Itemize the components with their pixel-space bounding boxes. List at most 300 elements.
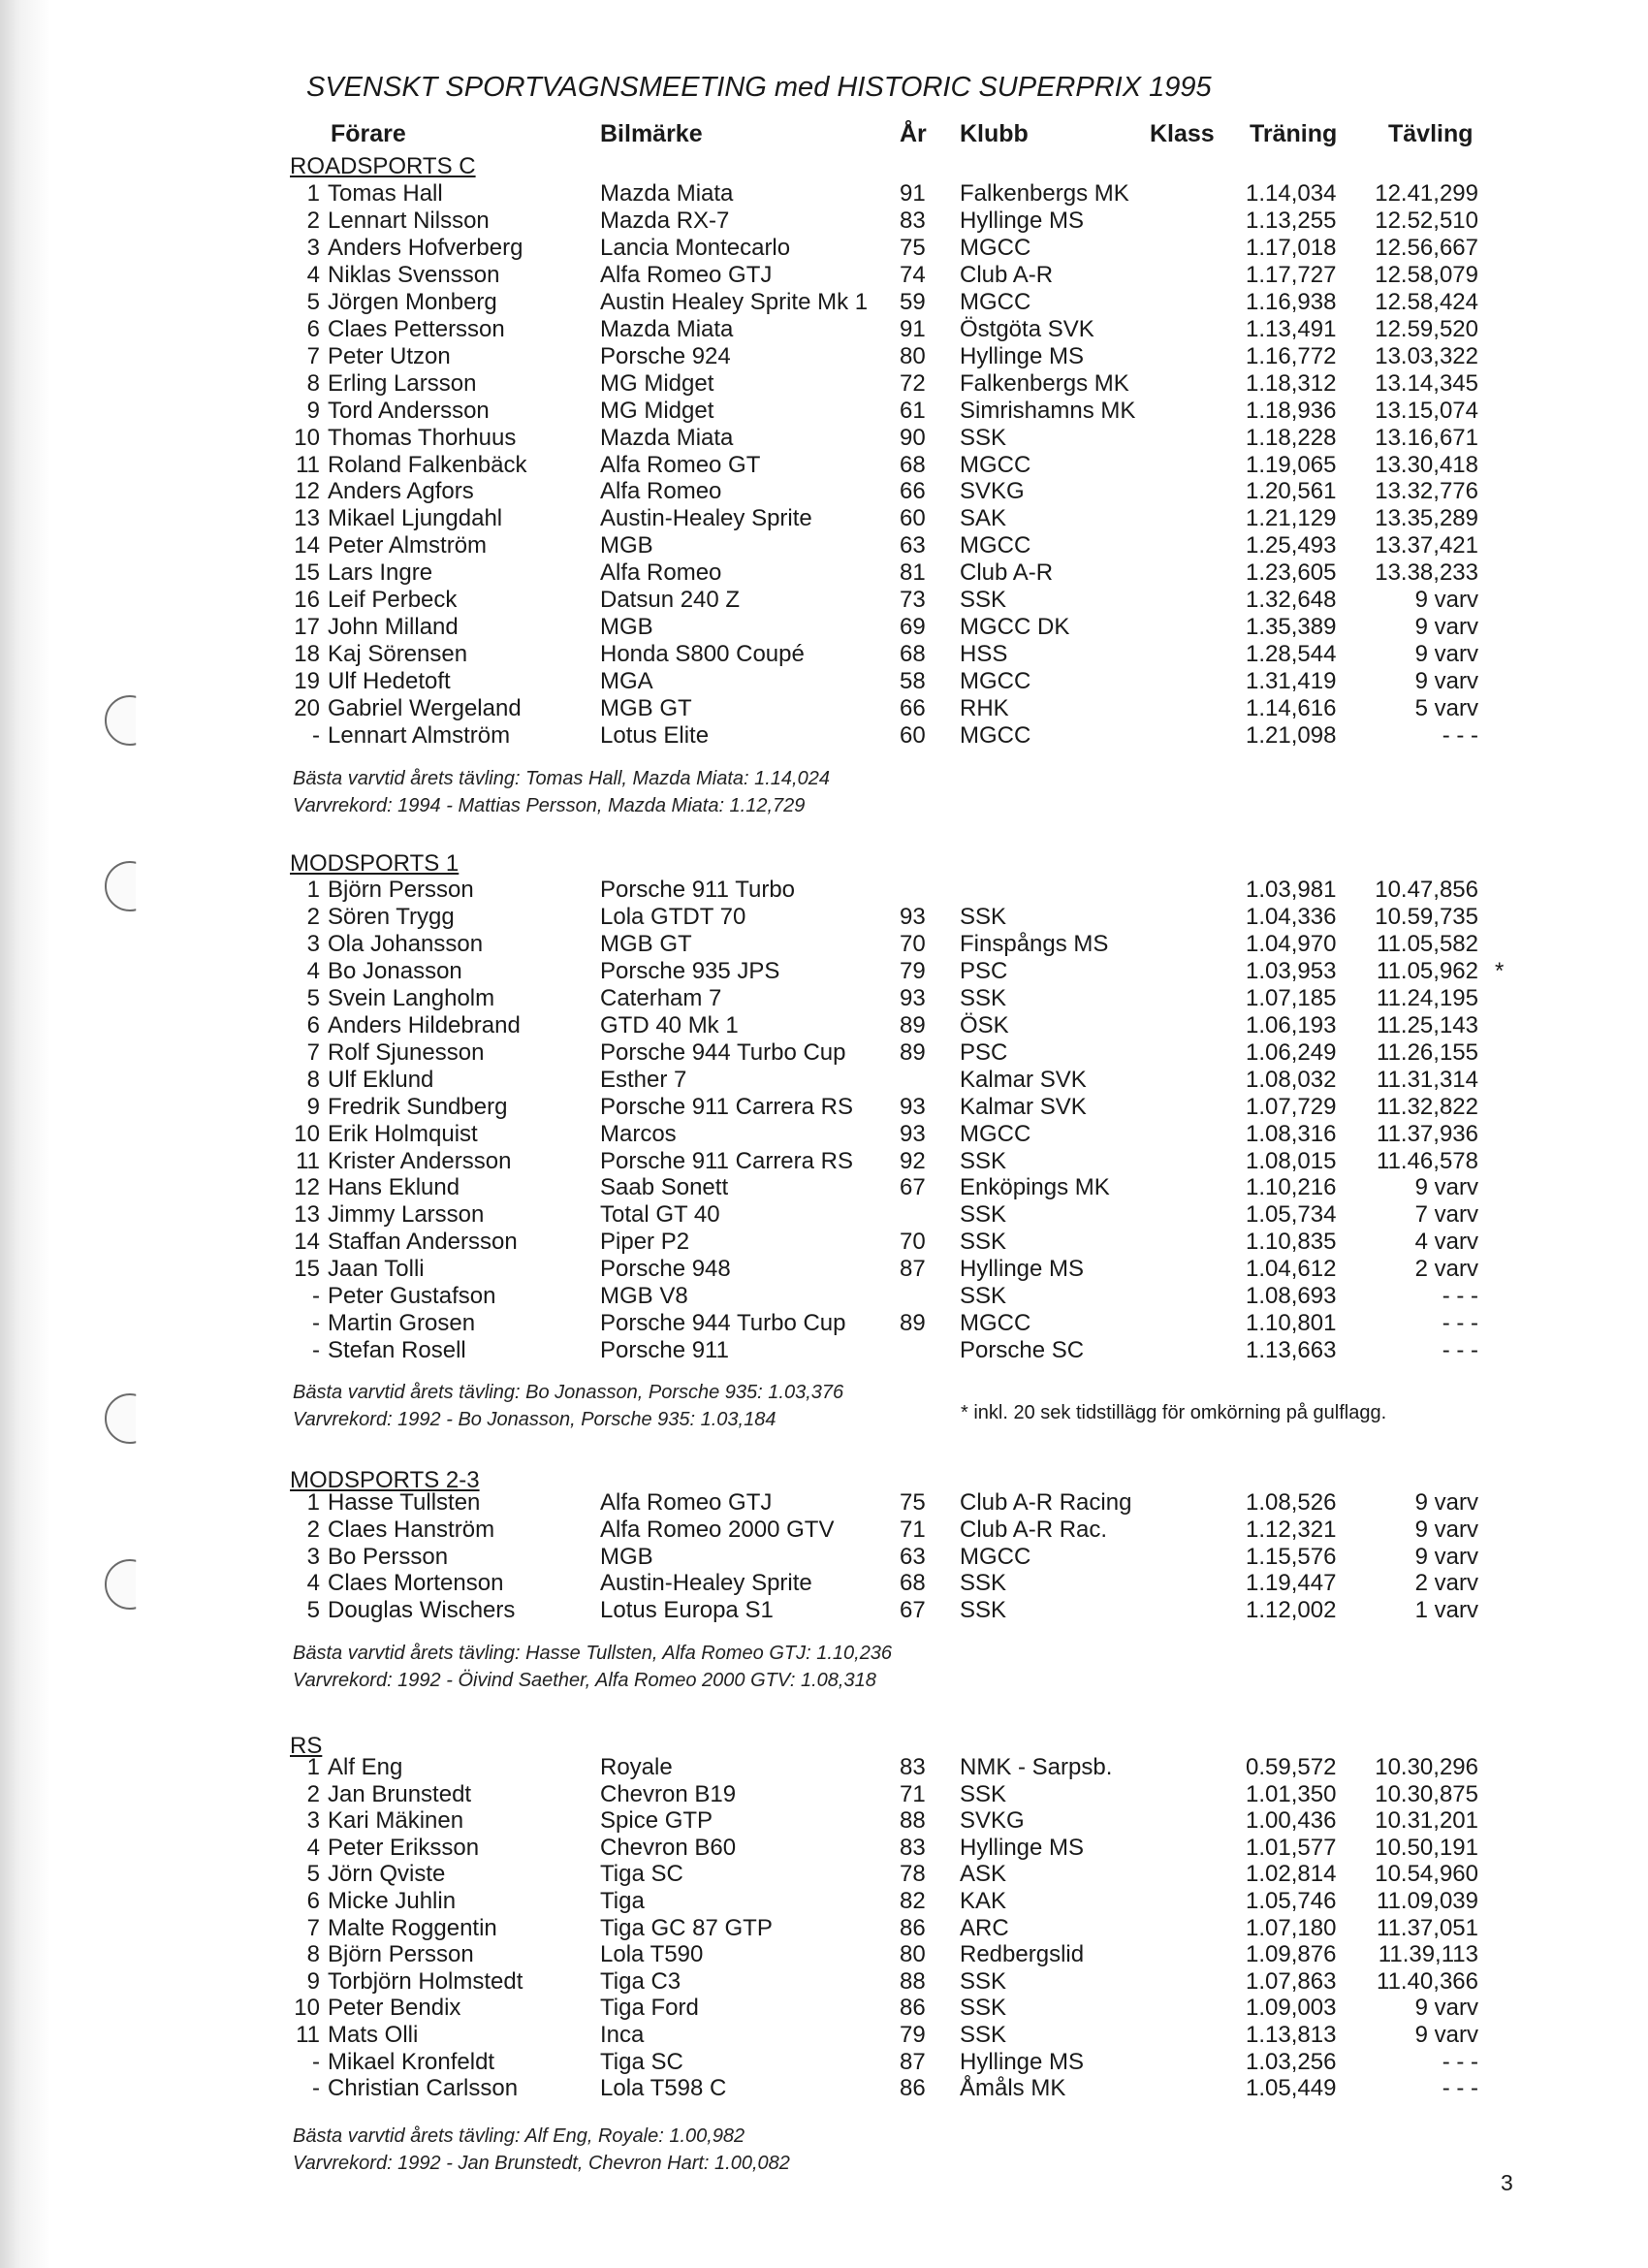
table-row xyxy=(0,587,1648,614)
cell-race: 13.35,289 xyxy=(1375,505,1478,531)
cell-training: 1.04,970 xyxy=(1246,931,1337,957)
cell-year: 92 xyxy=(900,1148,926,1174)
cell-pos: - xyxy=(312,1283,320,1309)
cell-driver: Bo Jonasson xyxy=(328,958,462,984)
cell-pos: 10 xyxy=(294,425,320,451)
cell-race: 10.50,191 xyxy=(1375,1835,1478,1861)
cell-driver: Alf Eng xyxy=(328,1754,403,1780)
cell-training: 1.14,034 xyxy=(1246,180,1337,207)
table-row xyxy=(0,722,1648,750)
cell-training: 1.17,727 xyxy=(1246,262,1337,288)
cell-club: Porsche SC xyxy=(960,1337,1085,1363)
cell-race: 11.09,039 xyxy=(1377,1888,1478,1914)
cell-training: 1.07,729 xyxy=(1246,1094,1337,1120)
table-row xyxy=(0,235,1648,262)
header-training: Träning xyxy=(1250,120,1338,147)
cell-training: 1.12,321 xyxy=(1246,1517,1337,1543)
table-row xyxy=(0,289,1648,316)
table-row xyxy=(0,370,1648,398)
cell-pos: 9 xyxy=(306,398,320,424)
cell-car: Piper P2 xyxy=(600,1229,690,1255)
cell-driver: Staffan Andersson xyxy=(328,1229,518,1255)
header-driver: Förare xyxy=(331,120,406,147)
lap-record-note: Varvrekord: 1992 - Bo Jonasson, Porsche 935: 1.03,184 xyxy=(293,1409,776,1430)
cell-year: 93 xyxy=(900,904,926,930)
header-class: Klass xyxy=(1150,120,1215,147)
cell-club: SSK xyxy=(960,1201,1007,1228)
cell-car: Porsche 911 Carrera RS xyxy=(600,1148,853,1174)
cell-race: 11.46,578 xyxy=(1377,1148,1478,1174)
cell-year: 73 xyxy=(900,587,926,613)
cell-driver: Peter Eriksson xyxy=(328,1835,480,1861)
cell-training: 1.04,612 xyxy=(1246,1256,1337,1282)
lap-record-note: Varvrekord: 1992 - Jan Brunstedt, Chevron Hart: 1.00,082 xyxy=(293,2153,790,2174)
cell-car: Porsche 924 xyxy=(600,343,731,369)
cell-car: Alfa Romeo GTJ xyxy=(600,1489,773,1516)
cell-pos: 5 xyxy=(306,985,320,1011)
cell-year: 88 xyxy=(900,1968,926,1995)
cell-driver: Hans Eklund xyxy=(328,1174,460,1200)
cell-training: 1.00,436 xyxy=(1246,1807,1337,1834)
cell-club: SVKG xyxy=(960,478,1025,504)
cell-training: 1.17,018 xyxy=(1246,235,1337,261)
cell-driver: Lars Ingre xyxy=(328,559,433,586)
best-lap-note: Bästa varvtid årets tävling: Alf Eng, Royale: 1.00,982 xyxy=(293,2125,745,2147)
cell-year: 66 xyxy=(900,478,926,504)
cell-club: SSK xyxy=(960,1597,1007,1623)
cell-car: Mazda RX-7 xyxy=(600,208,730,234)
cell-training: 1.10,801 xyxy=(1246,1310,1337,1336)
cell-club: PSC xyxy=(960,1039,1008,1066)
cell-race: 9 varv xyxy=(1414,587,1478,613)
cell-training: 1.06,193 xyxy=(1246,1012,1337,1038)
table-row xyxy=(0,1807,1648,1835)
cell-driver: Ulf Eklund xyxy=(328,1067,434,1093)
cell-race: 10.59,735 xyxy=(1375,904,1478,930)
page-number: 3 xyxy=(1501,2170,1513,2195)
cell-club: SSK xyxy=(960,1968,1007,1995)
cell-club: MGCC xyxy=(960,532,1031,559)
cell-club: SSK xyxy=(960,1570,1007,1596)
cell-year: 86 xyxy=(900,1915,926,1941)
lap-record-note: Varvrekord: 1994 - Mattias Persson, Mazda Miata: 1.12,729 xyxy=(293,795,806,816)
cell-club: SSK xyxy=(960,1148,1007,1174)
cell-club: Falkenbergs MK xyxy=(960,370,1129,397)
cell-training: 1.25,493 xyxy=(1246,532,1337,559)
table-row xyxy=(0,1229,1648,1256)
cell-race: 9 varv xyxy=(1414,1517,1478,1543)
cell-pos: 6 xyxy=(306,1012,320,1038)
cell-training: 1.03,256 xyxy=(1246,2049,1337,2075)
cell-club: NMK - Sarpsb. xyxy=(960,1754,1113,1780)
cell-year: 91 xyxy=(900,180,926,207)
cell-pos: 3 xyxy=(306,1544,320,1570)
cell-race: 9 varv xyxy=(1414,668,1478,694)
cell-club: Östgöta SVK xyxy=(960,316,1094,342)
cell-race: 10.31,201 xyxy=(1375,1807,1478,1834)
cell-car: Caterham 7 xyxy=(600,985,722,1011)
cell-car: MGA xyxy=(600,668,653,694)
table-row xyxy=(0,425,1648,452)
cell-training: 1.08,526 xyxy=(1246,1489,1337,1516)
cell-driver: Anders Agfors xyxy=(328,478,474,504)
cell-race: 13.16,671 xyxy=(1375,425,1478,451)
cell-driver: Hasse Tullsten xyxy=(328,1489,481,1516)
cell-year: 70 xyxy=(900,931,926,957)
cell-year: 59 xyxy=(900,289,926,315)
cell-race: - - - xyxy=(1442,2049,1478,2075)
cell-pos: 14 xyxy=(294,1229,320,1255)
cell-training: 1.14,616 xyxy=(1246,695,1337,721)
table-row xyxy=(0,262,1648,289)
cell-training: 1.07,180 xyxy=(1246,1915,1337,1941)
cell-car: Spice GTP xyxy=(600,1807,713,1834)
table-row xyxy=(0,695,1648,722)
cell-club: SSK xyxy=(960,587,1007,613)
cell-training: 1.13,491 xyxy=(1246,316,1337,342)
cell-race: 11.39,113 xyxy=(1378,1941,1478,1967)
cell-pos: 6 xyxy=(306,1888,320,1914)
table-row xyxy=(0,2075,1648,2102)
table-row xyxy=(0,452,1648,479)
cell-pos: 20 xyxy=(294,695,320,721)
cell-year: 71 xyxy=(900,1781,926,1807)
cell-pos: 9 xyxy=(306,1968,320,1995)
cell-club: Enköpings MK xyxy=(960,1174,1110,1200)
cell-race: 13.37,421 xyxy=(1375,532,1478,559)
cell-driver: Malte Roggentin xyxy=(328,1915,497,1941)
cell-pos: 2 xyxy=(306,1517,320,1543)
cell-driver: Peter Bendix xyxy=(328,1995,461,2021)
cell-driver: Erling Larsson xyxy=(328,370,477,397)
cell-training: 1.32,648 xyxy=(1246,587,1337,613)
table-row xyxy=(0,1754,1648,1781)
table-row xyxy=(0,1094,1648,1121)
cell-club: SSK xyxy=(960,1995,1007,2021)
cell-training: 1.13,663 xyxy=(1246,1337,1337,1363)
cell-training: 1.13,813 xyxy=(1246,2022,1337,2048)
cell-pos: 19 xyxy=(294,668,320,694)
cell-car: Lotus Europa S1 xyxy=(600,1597,774,1623)
table-row xyxy=(0,180,1648,208)
cell-race: 12.58,079 xyxy=(1375,262,1478,288)
cell-club: Falkenbergs MK xyxy=(960,180,1129,207)
cell-club: MGCC xyxy=(960,1121,1031,1147)
cell-race: - - - xyxy=(1442,2075,1478,2101)
cell-pos: - xyxy=(312,2075,320,2101)
cell-driver: Fredrik Sundberg xyxy=(328,1094,508,1120)
cell-race: 12.52,510 xyxy=(1375,208,1478,234)
punch-hole xyxy=(105,1393,155,1444)
cell-club: SSK xyxy=(960,1229,1007,1255)
cell-club: Simrishamns MK xyxy=(960,398,1136,424)
cell-driver: Sören Trygg xyxy=(328,904,455,930)
table-row xyxy=(0,1941,1648,1968)
cell-pos: 3 xyxy=(306,235,320,261)
cell-car: Datsun 240 Z xyxy=(600,587,741,613)
cell-club: RHK xyxy=(960,695,1009,721)
cell-club: MGCC xyxy=(960,1310,1031,1336)
cell-year: 86 xyxy=(900,2075,926,2101)
cell-race: 5 varv xyxy=(1414,695,1478,721)
cell-race: 12.41,299 xyxy=(1375,180,1478,207)
cell-year: 67 xyxy=(900,1597,926,1623)
cell-race: 11.40,366 xyxy=(1377,1968,1478,1995)
cell-race: - - - xyxy=(1442,1283,1478,1309)
cell-race: 11.32,822 xyxy=(1377,1094,1478,1120)
cell-race: 10.47,856 xyxy=(1375,877,1478,903)
cell-race: 9 varv xyxy=(1414,1489,1478,1516)
cell-car: Chevron B19 xyxy=(600,1781,737,1807)
cell-race: 13.15,074 xyxy=(1375,398,1478,424)
cell-car: Lola GTDT 70 xyxy=(600,904,746,930)
table-row xyxy=(0,1968,1648,1996)
cell-training: 1.10,216 xyxy=(1246,1174,1337,1200)
cell-pos: 11 xyxy=(296,1148,320,1174)
cell-club: Club A-R Rac. xyxy=(960,1517,1108,1543)
cell-driver: Roland Falkenbäck xyxy=(328,452,527,478)
cell-driver: Kaj Sörensen xyxy=(328,641,468,667)
cell-pos: 4 xyxy=(306,262,320,288)
cell-pos: 2 xyxy=(306,904,320,930)
cell-club: MGCC DK xyxy=(960,614,1070,640)
cell-club: SSK xyxy=(960,904,1007,930)
cell-pos: 2 xyxy=(306,208,320,234)
cell-year: 87 xyxy=(900,1256,926,1282)
cell-driver: Thomas Thorhuus xyxy=(328,425,517,451)
table-row xyxy=(0,398,1648,425)
cell-car: Lola T598 C xyxy=(600,2075,727,2101)
cell-driver: Niklas Svensson xyxy=(328,262,500,288)
cell-driver: Leif Perbeck xyxy=(328,587,458,613)
cell-driver: Anders Hildebrand xyxy=(328,1012,521,1038)
cell-race: 7 varv xyxy=(1414,1201,1478,1228)
cell-training: 1.02,814 xyxy=(1246,1861,1337,1887)
cell-pos: 7 xyxy=(306,1039,320,1066)
cell-race: - - - xyxy=(1442,722,1478,749)
cell-race: 9 varv xyxy=(1414,1174,1478,1200)
cell-car: Austin Healey Sprite Mk 1 xyxy=(600,289,869,315)
cell-year: 66 xyxy=(900,695,926,721)
cell-year: 81 xyxy=(900,559,926,586)
cell-car: Austin-Healey Sprite xyxy=(600,505,812,531)
cell-pos: 4 xyxy=(306,1570,320,1596)
cell-driver: Lennart Almström xyxy=(328,722,511,749)
cell-club: ÖSK xyxy=(960,1012,1009,1038)
cell-training: 1.23,605 xyxy=(1246,559,1337,586)
cell-training: 1.12,002 xyxy=(1246,1597,1337,1623)
cell-year: 60 xyxy=(900,722,926,749)
cell-training: 0.59,572 xyxy=(1246,1754,1337,1780)
cell-car: Porsche 911 xyxy=(600,1337,729,1363)
table-row xyxy=(0,478,1648,505)
cell-car: Lancia Montecarlo xyxy=(600,235,791,261)
cell-car: Mazda Miata xyxy=(600,180,734,207)
cell-year: 90 xyxy=(900,425,926,451)
cell-training: 1.05,449 xyxy=(1246,2075,1337,2101)
cell-car: MGB V8 xyxy=(600,1283,688,1309)
cell-driver: Peter Almström xyxy=(328,532,488,559)
cell-driver: Micke Juhlin xyxy=(328,1888,457,1914)
cell-pos: 16 xyxy=(294,587,320,613)
cell-race: 13.03,322 xyxy=(1375,343,1478,369)
cell-club: Redbergslid xyxy=(960,1941,1085,1967)
cell-year: 83 xyxy=(900,1835,926,1861)
cell-club: SSK xyxy=(960,1283,1007,1309)
cell-training: 1.08,015 xyxy=(1246,1148,1337,1174)
cell-car: Porsche 944 Turbo Cup xyxy=(600,1310,846,1336)
cell-race: 11.26,155 xyxy=(1377,1039,1478,1066)
cell-driver: Ola Johansson xyxy=(328,931,484,957)
cell-race: 13.30,418 xyxy=(1375,452,1478,478)
cell-pos: 7 xyxy=(306,1915,320,1941)
cell-training: 1.21,129 xyxy=(1246,505,1337,531)
cell-driver: Tomas Hall xyxy=(328,180,443,207)
table-row xyxy=(0,877,1648,904)
cell-club: MGCC xyxy=(960,452,1031,478)
cell-year: 87 xyxy=(900,2049,926,2075)
cell-pos: 7 xyxy=(306,343,320,369)
cell-training: 1.09,876 xyxy=(1246,1941,1337,1967)
cell-race: 11.05,582 xyxy=(1377,931,1478,957)
cell-club: Club A-R Racing xyxy=(960,1489,1132,1516)
cell-car: MGB GT xyxy=(600,695,692,721)
cell-club: SSK xyxy=(960,2022,1007,2048)
cell-training: 1.04,336 xyxy=(1246,904,1337,930)
cell-car: GTD 40 Mk 1 xyxy=(600,1012,739,1038)
section-title: ROADSPORTS C xyxy=(290,153,476,179)
cell-pos: 1 xyxy=(306,180,320,207)
cell-year: 68 xyxy=(900,452,926,478)
table-row xyxy=(0,1570,1648,1597)
cell-training: 1.05,746 xyxy=(1246,1888,1337,1914)
cell-pos: 5 xyxy=(306,289,320,315)
cell-club: Hyllinge MS xyxy=(960,2049,1085,2075)
section-title: MODSPORTS 2-3 xyxy=(290,1467,480,1493)
cell-pos: - xyxy=(312,722,320,749)
cell-race: 11.37,936 xyxy=(1377,1121,1478,1147)
cell-year: 88 xyxy=(900,1807,926,1834)
cell-year: 83 xyxy=(900,1754,926,1780)
cell-year: 78 xyxy=(900,1861,926,1887)
table-row xyxy=(0,641,1648,668)
cell-car: Royale xyxy=(600,1754,673,1780)
cell-car: MGB xyxy=(600,1544,653,1570)
cell-year: 79 xyxy=(900,958,926,984)
cell-pos: 2 xyxy=(306,1781,320,1807)
cell-race: 9 varv xyxy=(1414,2022,1478,2048)
cell-pos: 15 xyxy=(294,559,320,586)
cell-club: Club A-R xyxy=(960,262,1054,288)
cell-training: 1.35,389 xyxy=(1246,614,1337,640)
table-row xyxy=(0,532,1648,559)
cell-training: 1.13,255 xyxy=(1246,208,1337,234)
cell-race: 10.54,960 xyxy=(1375,1861,1478,1887)
cell-car: MGB xyxy=(600,614,653,640)
lap-record-note: Varvrekord: 1992 - Öivind Saether, Alfa Romeo 2000 GTV: 1.08,318 xyxy=(293,1670,876,1691)
cell-pos: 3 xyxy=(306,931,320,957)
cell-training: 1.21,098 xyxy=(1246,722,1337,749)
table-row xyxy=(0,1310,1648,1337)
section-title: MODSPORTS 1 xyxy=(290,850,460,877)
cell-car: Lotus Elite xyxy=(600,722,710,749)
cell-car: Tiga SC xyxy=(600,1861,683,1887)
cell-pos: 8 xyxy=(306,370,320,397)
table-row xyxy=(0,1067,1648,1094)
table-row xyxy=(0,958,1648,985)
page-title: SVENSKT SPORTVAGNSMEETING med HISTORIC SUPERPRIX 1995 xyxy=(306,72,1212,103)
cell-club: ARC xyxy=(960,1915,1009,1941)
cell-year: 71 xyxy=(900,1517,926,1543)
cell-car: Honda S800 Coupé xyxy=(600,641,805,667)
cell-car: Tiga Ford xyxy=(600,1995,699,2021)
cell-car: Alfa Romeo xyxy=(600,478,722,504)
cell-race: 13.14,345 xyxy=(1375,370,1478,397)
cell-pos: 8 xyxy=(306,1067,320,1093)
cell-race: 11.37,051 xyxy=(1377,1915,1478,1941)
cell-driver: Bo Persson xyxy=(328,1544,449,1570)
header-race: Tävling xyxy=(1388,120,1474,147)
cell-year: 69 xyxy=(900,614,926,640)
cell-training: 1.03,953 xyxy=(1246,958,1337,984)
cell-car: Austin-Healey Sprite xyxy=(600,1570,812,1596)
cell-training: 1.03,981 xyxy=(1246,877,1337,903)
section-title: RS xyxy=(290,1733,323,1759)
cell-driver: Jaan Tolli xyxy=(328,1256,425,1282)
cell-driver: Jimmy Larsson xyxy=(328,1201,485,1228)
cell-car: MG Midget xyxy=(600,370,714,397)
cell-pos: 14 xyxy=(294,532,320,559)
table-row xyxy=(0,559,1648,587)
cell-driver: Peter Utzon xyxy=(328,343,451,369)
cell-year: 70 xyxy=(900,1229,926,1255)
cell-club: MGCC xyxy=(960,1544,1031,1570)
cell-pos: 1 xyxy=(306,1489,320,1516)
table-row xyxy=(0,1544,1648,1571)
cell-year: 80 xyxy=(900,1941,926,1967)
cell-club: MGCC xyxy=(960,668,1031,694)
table-row xyxy=(0,1489,1648,1517)
cell-pos: 9 xyxy=(306,1094,320,1120)
cell-driver: Gabriel Wergeland xyxy=(328,695,522,721)
cell-club: Hyllinge MS xyxy=(960,208,1085,234)
cell-driver: Erik Holmquist xyxy=(328,1121,478,1147)
cell-car: Esther 7 xyxy=(600,1067,687,1093)
cell-pos: 15 xyxy=(294,1256,320,1282)
cell-training: 1.01,350 xyxy=(1246,1781,1337,1807)
table-row xyxy=(0,1283,1648,1310)
cell-year: 89 xyxy=(900,1310,926,1336)
cell-training: 1.09,003 xyxy=(1246,1995,1337,2021)
cell-car: Saab Sonett xyxy=(600,1174,729,1200)
header-car: Bilmärke xyxy=(600,120,703,147)
cell-pos: 10 xyxy=(294,1121,320,1147)
cell-pos: 13 xyxy=(294,1201,320,1228)
cell-club: Finspångs MS xyxy=(960,931,1109,957)
cell-race: 12.59,520 xyxy=(1375,316,1478,342)
cell-pos: 1 xyxy=(306,1754,320,1780)
cell-pos: 12 xyxy=(294,478,320,504)
cell-club: MGCC xyxy=(960,289,1031,315)
cell-race: 9 varv xyxy=(1414,1544,1478,1570)
cell-driver: Douglas Wischers xyxy=(328,1597,516,1623)
cell-car: MGB GT xyxy=(600,931,692,957)
cell-car: Tiga xyxy=(600,1888,645,1914)
cell-year: 80 xyxy=(900,343,926,369)
cell-pos: 10 xyxy=(294,1995,320,2021)
cell-training: 1.08,032 xyxy=(1246,1067,1337,1093)
cell-club: SSK xyxy=(960,1781,1007,1807)
